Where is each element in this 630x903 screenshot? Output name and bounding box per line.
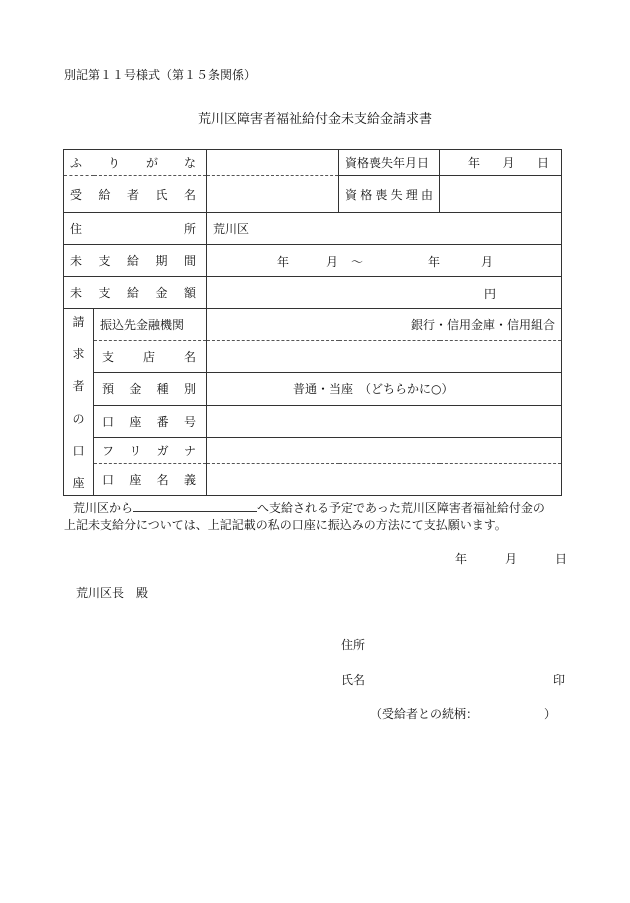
branch-field[interactable] bbox=[207, 341, 562, 373]
furigana-field[interactable] bbox=[207, 150, 339, 176]
recipient-name-label: 受 給 者 氏 名 bbox=[64, 176, 207, 213]
account-name-field[interactable] bbox=[207, 463, 562, 495]
page-title: 荒川区障害者福祉給付金未支給金請求書 bbox=[197, 112, 432, 127]
form-number: 別記第１１号様式（第１５条関係） bbox=[64, 68, 257, 82]
address-label: 住 所 bbox=[64, 213, 207, 245]
account-kana-field[interactable] bbox=[207, 437, 562, 463]
account-number-label: 口 座 番 号 bbox=[94, 405, 207, 437]
loss-reason-field[interactable] bbox=[440, 176, 562, 213]
account-name-label: 口 座 名 義 bbox=[94, 463, 207, 495]
account-group-label: 請 求 者 の 口 座 bbox=[64, 309, 94, 496]
payer-blank[interactable] bbox=[133, 499, 257, 512]
unpaid-period-field[interactable]: 年 月 〜 年 月 bbox=[207, 245, 562, 277]
yen-unit: 円 bbox=[484, 287, 497, 301]
branch-label: 支 店 名 bbox=[94, 341, 207, 373]
bank-field[interactable]: 銀行・信用金庫・信用組合 bbox=[207, 309, 562, 341]
deposit-type-field[interactable]: 普通・当座 （どちらかに○） bbox=[207, 373, 562, 405]
furigana-label: ふ り が な bbox=[64, 150, 207, 176]
loss-date-field[interactable]: 年 月 日 bbox=[440, 150, 562, 176]
unpaid-amount-label: 未 支 給 金 額 bbox=[64, 277, 207, 309]
recipient-name-field[interactable] bbox=[207, 176, 339, 213]
bank-label: 振込先金融機関 bbox=[94, 309, 207, 341]
unpaid-period-label: 未 支 給 期 間 bbox=[64, 245, 207, 277]
seal-mark: 印 bbox=[553, 673, 566, 687]
account-kana-label: フ リ ガ ナ bbox=[94, 437, 207, 463]
relationship-note: （受給者との続柄： ） bbox=[370, 707, 557, 721]
address-field[interactable]: 荒川区 bbox=[207, 213, 562, 245]
statement-line-2: 上記未支給分については、上記記載の私の口座に振込みの方法にて支払願います。 bbox=[64, 518, 507, 532]
applicant-name-label: 氏名 bbox=[341, 673, 366, 687]
application-table bbox=[63, 149, 562, 496]
deposit-type-label: 預 金 種 別 bbox=[94, 373, 207, 405]
submission-date: 年 月 日 bbox=[455, 552, 567, 566]
loss-date-label: 資格喪失年月日 bbox=[339, 150, 440, 176]
applicant-address-label: 住所 bbox=[341, 638, 366, 652]
account-number-field[interactable] bbox=[207, 405, 562, 437]
unpaid-amount-field[interactable] bbox=[207, 277, 562, 309]
statement-line-1: 荒川区から へ支給される予定であった荒川区障害者福祉給付金の bbox=[73, 501, 545, 515]
addressee: 荒川区長 殿 bbox=[76, 586, 149, 600]
loss-reason-label: 資 格 喪 失 理 由 bbox=[339, 176, 440, 213]
